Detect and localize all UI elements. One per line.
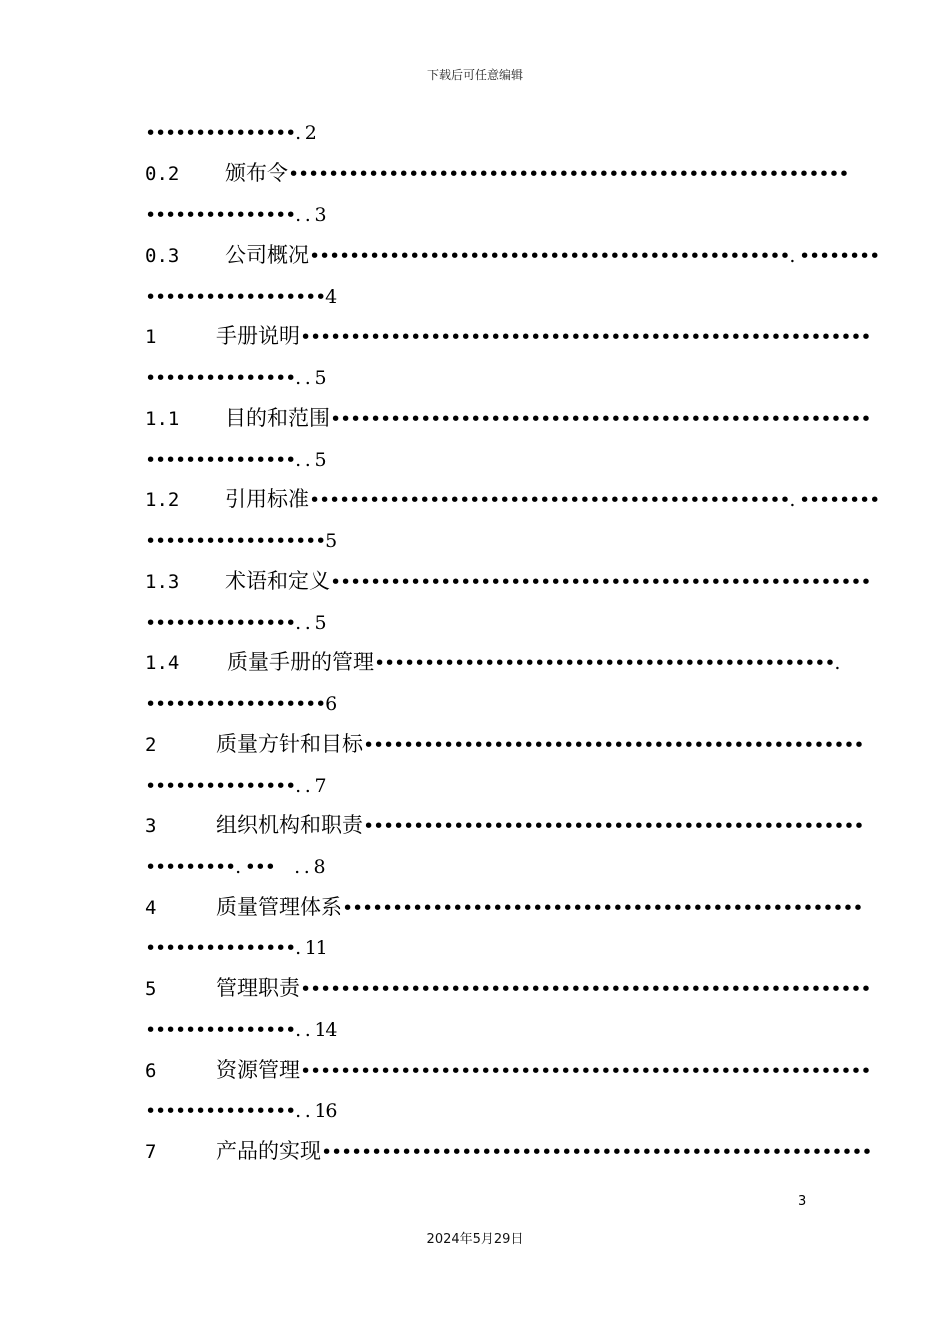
toc-dot-leader: ••••••••••••••••••••••••••••••••••••••••••••••••••••••••• [300, 1060, 871, 1082]
toc-page-ref: •••••••••••••••. . 3 [145, 204, 326, 226]
toc-entry-number: 5 [145, 978, 157, 1000]
toc-entry-title: 组织机构和职责 [216, 813, 363, 837]
toc-dot-leader: ••••••••••••••••••••••••••••••••••••••••••••••. [374, 652, 840, 674]
toc-dot-leader: ••••••••••••••••••••••••••••••••••••••••••••••••••••••••• [300, 326, 871, 348]
toc-continuation-line [145, 362, 807, 392]
toc-entry-title: 引用标准 [225, 487, 309, 511]
toc-entry[interactable] [145, 729, 864, 759]
toc-entry-number: 1.2 [145, 489, 180, 511]
toc-continuation-line [145, 117, 807, 147]
toc-page-ref: •••••••••••••••. . 16 [145, 1100, 337, 1122]
toc-dot-leader: ••••••••••••••••••••••••••••••••••••••••••••••••. •••••••• [309, 489, 880, 511]
toc-entry-title: 颁布令 [225, 161, 288, 185]
toc-page-ref: ••••••••••••••••••6 [145, 693, 337, 715]
toc-continuation-line [145, 444, 807, 474]
toc-entry[interactable] [145, 892, 863, 922]
toc-page-ref: •••••••••••••••. . 5 [145, 367, 326, 389]
toc-entry-title: 管理职责 [216, 976, 300, 1000]
toc-entry-number: 1.3 [145, 571, 180, 593]
toc-entry[interactable] [145, 647, 840, 677]
toc-entry-title: 术语和定义 [225, 569, 330, 593]
toc-entry-number: 4 [145, 897, 157, 919]
toc-entry-number: 1.4 [145, 652, 180, 674]
toc-dot-leader: •••••••••••••••••••••••••••••••••••••••••••••••••••••• [330, 408, 871, 430]
page-header: 下载后可任意编辑 [426, 68, 523, 82]
toc-entry-title: 质量方针和目标 [216, 732, 363, 756]
toc-entry[interactable] [145, 403, 871, 433]
toc-entry[interactable] [145, 566, 871, 596]
toc-dot-leader: •••••••••••••••••••••••••••••••••••••••••••••••••••••••• [288, 163, 849, 185]
toc-entry[interactable] [145, 158, 849, 188]
toc-entry-number: 3 [145, 815, 157, 837]
page-footer-date: 2024年5月29日 [426, 1232, 524, 1247]
toc-entry[interactable] [145, 973, 871, 1003]
toc-dot-leader: ••••••••••••••••••••••••••••••••••••••••••••••••. •••••••• [309, 245, 880, 267]
toc-page-ref: •••••••••. ••• . . 8 [145, 856, 325, 878]
toc-continuation-line [145, 281, 807, 311]
toc-continuation-line [145, 851, 807, 881]
toc-continuation-line [145, 932, 807, 962]
toc-page-ref: •••••••••••••••. . 7 [145, 775, 326, 797]
toc-dot-leader: •••••••••••••••••••••••••••••••••••••••••••••••••• [363, 815, 864, 837]
toc-continuation-line [145, 688, 807, 718]
toc-page-ref: •••••••••••••••. . 5 [145, 612, 326, 634]
toc-entry-title: 质量手册的管理 [227, 650, 374, 674]
toc-entry-number: 6 [145, 1060, 157, 1082]
toc-page-ref: •••••••••••••••. 11 [145, 937, 327, 959]
toc-entry[interactable] [145, 1055, 871, 1085]
page-number: 3 [798, 1194, 807, 1209]
toc-dot-leader: •••••••••••••••••••••••••••••••••••••••••••••••••• [363, 734, 864, 756]
toc-continuation-line [145, 1014, 807, 1044]
toc-entry[interactable] [145, 240, 880, 270]
toc-dot-leader: •••••••••••••••••••••••••••••••••••••••••••••••••••• [342, 897, 863, 919]
toc-continuation-line [145, 1095, 807, 1125]
toc-page-ref: ••••••••••••••••••5 [145, 530, 337, 552]
toc-dot-leader: •••••••••••••••. 2 [145, 122, 316, 144]
toc-continuation-line [145, 525, 807, 555]
toc-entry-title: 手册说明 [216, 324, 300, 348]
toc-dot-leader: ••••••••••••••••••••••••••••••••••••••••••••••••••••••••• [300, 978, 871, 1000]
toc-entry-number: 0.2 [145, 163, 180, 185]
toc-entry-number: 1 [145, 326, 157, 348]
toc-entry-number: 0.3 [145, 245, 180, 267]
toc-page-ref: •••••••••••••••. . 5 [145, 449, 326, 471]
toc-entry-title: 资源管理 [216, 1058, 300, 1082]
toc-entry-number: 2 [145, 734, 157, 756]
toc-dot-leader: ••••••••••••••••••••••••••••••••••••••••••••••••••••••• [321, 1141, 872, 1163]
toc-entry[interactable] [145, 1136, 872, 1166]
toc-page-ref: •••••••••••••••. . 14 [145, 1019, 337, 1041]
toc-entry-number: 7 [145, 1141, 157, 1163]
toc-entry-title: 公司概况 [225, 243, 309, 267]
toc-entry-title: 质量管理体系 [216, 895, 342, 919]
toc-continuation-line [145, 199, 807, 229]
toc-continuation-line [145, 607, 807, 637]
toc-entry[interactable] [145, 484, 880, 514]
toc-entry[interactable] [145, 321, 871, 351]
toc-entry-title: 产品的实现 [216, 1139, 321, 1163]
toc-entry-number: 1.1 [145, 408, 180, 430]
toc-dot-leader: •••••••••••••••••••••••••••••••••••••••••••••••••••••• [330, 571, 871, 593]
toc-continuation-line [145, 770, 807, 800]
toc-entry[interactable] [145, 810, 864, 840]
toc-entry-title: 目的和范围 [225, 406, 330, 430]
toc-page-ref: ••••••••••••••••••4 [145, 286, 337, 308]
